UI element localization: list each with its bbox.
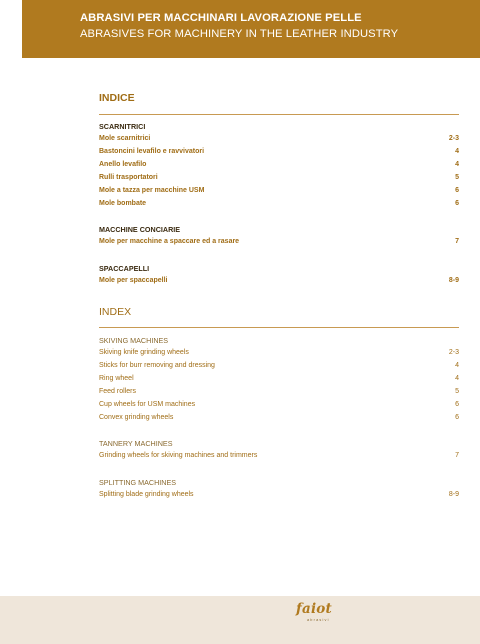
toc-entry-label: Ring wheel <box>99 375 134 382</box>
logo-tagline: abrasivi <box>307 618 330 622</box>
divider <box>99 114 459 115</box>
toc-entry[interactable] <box>99 491 459 501</box>
footer-band <box>0 596 480 644</box>
toc-entry-page: 4 <box>455 362 459 369</box>
toc-entry[interactable] <box>99 174 459 184</box>
toc-entry[interactable] <box>99 187 459 197</box>
index-heading-english: INDEX <box>99 306 132 318</box>
toc-entry[interactable] <box>99 148 459 158</box>
toc-entry-page: 5 <box>455 174 459 181</box>
toc-entry-label: Grinding wheels for skiving machines and trimmers <box>99 452 258 459</box>
toc-entry[interactable] <box>99 401 459 411</box>
toc-entry-page: 2-3 <box>448 135 459 142</box>
toc-entry-label: Cup wheels for USM machines <box>99 401 196 408</box>
toc-entry-page: 6 <box>455 401 459 408</box>
toc-entry-page: 7 <box>455 238 459 245</box>
toc-entry-page: 8-9 <box>448 277 459 284</box>
toc-entry-page: 6 <box>455 414 459 421</box>
toc-entry-label: Mole scarnitrici <box>99 135 151 142</box>
toc-entry-page: 8-9 <box>448 491 459 498</box>
toc-entry[interactable] <box>99 135 459 145</box>
divider <box>99 327 459 328</box>
toc-entry[interactable] <box>99 388 459 398</box>
index-heading-italian: INDICE <box>99 92 135 104</box>
toc-entry-page: 2-3 <box>448 349 459 356</box>
toc-entry-label: Mole per macchine a spaccare ed a rasare <box>99 238 240 245</box>
toc-entry-label: Convex grinding wheels <box>99 414 174 421</box>
toc-entry[interactable] <box>99 414 459 424</box>
toc-entry[interactable] <box>99 277 459 287</box>
toc-entry-label: Feed rollers <box>99 388 136 395</box>
toc-entry-label: Sticks for burr removing and dressing <box>99 362 215 369</box>
toc-entry-page: 6 <box>455 200 459 207</box>
toc-entry-page: 5 <box>455 388 459 395</box>
toc-entry[interactable] <box>99 349 459 359</box>
section-title-scarnitrici: SCARNITRICI <box>99 122 146 131</box>
section-title-tannery-machines: TANNERY MACHINES <box>99 439 173 448</box>
header-banner <box>22 0 480 58</box>
logo-wordmark: faiot <box>296 601 332 617</box>
header-title-italian: ABRASIVI PER MACCHINARI LAVORAZIONE PELLE <box>80 12 362 24</box>
toc-entry-page: 7 <box>455 452 459 459</box>
header-title-english: ABRASIVES FOR MACHINERY IN THE LEATHER INDUSTRY <box>80 28 399 40</box>
toc-entry[interactable] <box>99 161 459 171</box>
toc-entry-page: 4 <box>455 148 459 155</box>
section-title-skiving-machines: SKIVING MACHINES <box>99 336 169 345</box>
toc-entry-label: Splitting blade grinding wheels <box>99 491 194 498</box>
toc-entry-label: Anello levafilo <box>99 161 147 168</box>
toc-entry[interactable] <box>99 238 459 248</box>
section-title-macchine-conciarie: MACCHINE CONCIARIE <box>99 225 181 234</box>
toc-entry[interactable] <box>99 452 459 462</box>
section-title-spaccapelli: SPACCAPELLI <box>99 264 150 273</box>
toc-entry-page: 4 <box>455 161 459 168</box>
section-title-splitting-machines: SPLITTING MACHINES <box>99 478 177 487</box>
toc-entry[interactable] <box>99 200 459 210</box>
toc-entry-page: 4 <box>455 375 459 382</box>
toc-entry[interactable] <box>99 362 459 372</box>
toc-entry-page: 6 <box>455 187 459 194</box>
toc-entry-label: Mole a tazza per macchine USM <box>99 187 205 194</box>
toc-entry-label: Bastoncini levafilo e ravvivatori <box>99 148 205 155</box>
toc-entry-label: Mole per spaccapelli <box>99 277 168 284</box>
brand-logo <box>296 601 346 631</box>
toc-entry-label: Skiving knife grinding wheels <box>99 349 189 356</box>
toc-entry-label: Mole bombate <box>99 200 147 207</box>
toc-entry[interactable] <box>99 375 459 385</box>
toc-entry-label: Rulli trasportatori <box>99 174 158 181</box>
